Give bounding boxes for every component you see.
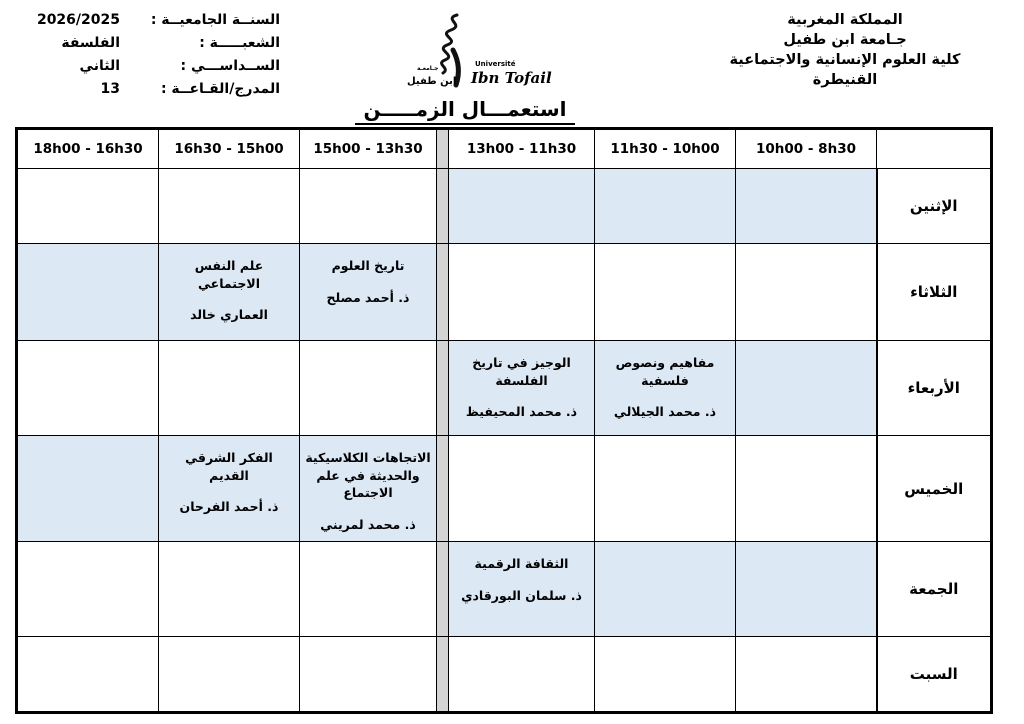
admin-info-block bbox=[28, 12, 280, 104]
slot-cell bbox=[159, 169, 300, 244]
logo-universite-text: Université bbox=[475, 60, 516, 68]
slot-cell bbox=[736, 169, 877, 244]
separator-column-header bbox=[437, 129, 449, 169]
room-value: 13 bbox=[100, 81, 120, 97]
separator-column-cell bbox=[437, 341, 449, 436]
slot-cell bbox=[300, 542, 437, 637]
timetable-row bbox=[17, 341, 992, 436]
time-header-cell: 15h00 - 13h30 bbox=[300, 129, 437, 169]
slot-cell bbox=[595, 436, 736, 542]
teacher-name: ذ. محمد المحيفيظ bbox=[465, 404, 578, 419]
day-cell: الجمعة bbox=[877, 542, 992, 637]
slot-cell bbox=[449, 341, 595, 436]
slot-cell bbox=[736, 637, 877, 713]
teacher-name: ذ. محمد الجيلالي bbox=[613, 404, 717, 419]
timetable-row bbox=[17, 244, 992, 341]
city-line: القنيطرة bbox=[812, 72, 878, 88]
teacher-name: ذ. أحمد مصلح bbox=[326, 289, 410, 305]
semester-value: الثاني bbox=[79, 58, 120, 74]
day-cell: الأربعاء bbox=[877, 341, 992, 436]
slot-cell bbox=[449, 542, 595, 637]
branch-value: الفلسفة bbox=[61, 35, 120, 51]
academic-year-label: السنــة الجامعيــة : bbox=[150, 12, 280, 28]
slot-cell bbox=[17, 436, 159, 542]
time-header-cell: 11h30 - 10h00 bbox=[595, 129, 736, 169]
slot-cell bbox=[159, 436, 300, 542]
day-cell: الإثنين bbox=[877, 169, 992, 244]
slot-cell bbox=[449, 637, 595, 713]
slot-cell bbox=[449, 169, 595, 244]
course-name: الاتجاهات الكلاسيكية والحديثة في علم الاجتماع bbox=[305, 450, 431, 500]
timetable-row bbox=[17, 637, 992, 713]
logo-arabic-small: جـامعـة bbox=[417, 65, 439, 72]
slot-cell bbox=[159, 542, 300, 637]
slot-cell bbox=[449, 244, 595, 341]
kingdom-line: المملكة المغربية bbox=[787, 12, 903, 28]
separator-column-cell bbox=[437, 244, 449, 341]
slot-cell bbox=[300, 637, 437, 713]
time-header-cell: 10h00 - 8h30 bbox=[736, 129, 877, 169]
slot-cell bbox=[736, 542, 877, 637]
course-name: الثقافة الرقمية bbox=[474, 556, 569, 571]
slot-cell bbox=[300, 436, 437, 542]
course-name: علم النفس الاجتماعي bbox=[194, 258, 264, 291]
page-title-text: استعمـــال الزمـــــن bbox=[355, 97, 574, 125]
time-header-row bbox=[17, 129, 992, 169]
separator-column-cell bbox=[437, 436, 449, 542]
slot-cell bbox=[595, 637, 736, 713]
slot-cell bbox=[736, 436, 877, 542]
timetable-grid bbox=[15, 127, 993, 714]
slot-cell bbox=[736, 244, 877, 341]
slot-cell bbox=[17, 542, 159, 637]
course-name: الوجيز في تاريخ الفلسفة bbox=[472, 355, 571, 388]
slot-cell bbox=[17, 169, 159, 244]
slot-cell bbox=[17, 341, 159, 436]
slot-cell bbox=[300, 341, 437, 436]
time-header-cell: 16h30 - 15h00 bbox=[159, 129, 300, 169]
ibn-tofail-logo-icon bbox=[383, 10, 558, 98]
semester-row bbox=[28, 58, 280, 81]
academic-year-row bbox=[28, 12, 280, 35]
teacher-name: العماري خالد bbox=[190, 307, 268, 322]
slot-cell bbox=[17, 637, 159, 713]
semester-label: الســداســـي : bbox=[180, 58, 280, 74]
teacher-name: ذ. أحمد الفرحان bbox=[179, 499, 279, 514]
institution-block bbox=[680, 10, 1010, 90]
slot-cell bbox=[300, 169, 437, 244]
logo-arabic-name: ابن طفيل bbox=[407, 76, 457, 87]
page-title bbox=[340, 97, 590, 125]
day-cell: الثلاثاء bbox=[877, 244, 992, 341]
room-label: المدرج/القـاعــة : bbox=[160, 81, 280, 97]
course-name: تاريخ العلوم bbox=[331, 258, 405, 273]
day-column-header bbox=[877, 129, 992, 169]
slot-cell bbox=[595, 542, 736, 637]
slot-cell bbox=[17, 244, 159, 341]
room-row bbox=[28, 81, 280, 104]
separator-column-cell bbox=[437, 637, 449, 713]
faculty-line: كلية العلوم الإنسانية والاجتماعية bbox=[729, 52, 961, 68]
teacher-name: ذ. محمد لمريني bbox=[320, 516, 416, 532]
time-header-cell: 18h00 - 16h30 bbox=[17, 129, 159, 169]
slot-cell bbox=[736, 341, 877, 436]
logo-ibn-tofail-text: Ibn Tofail bbox=[471, 69, 552, 87]
university-line: جـامعة ابن طفيل bbox=[783, 32, 907, 48]
separator-column-cell bbox=[437, 542, 449, 637]
slot-cell bbox=[159, 244, 300, 341]
teacher-name: ذ. سلمان البورقادي bbox=[461, 587, 582, 603]
day-cell: الخميس bbox=[877, 436, 992, 542]
timetable bbox=[15, 127, 993, 714]
course-name: مفاهيم ونصوص فلسفية bbox=[615, 355, 715, 388]
branch-label: الشعبـــــة : bbox=[199, 35, 280, 51]
slot-cell bbox=[159, 637, 300, 713]
course-name: الفكر الشرقي القديم bbox=[185, 450, 273, 483]
slot-cell bbox=[449, 436, 595, 542]
slot-cell bbox=[300, 244, 437, 341]
timetable-row bbox=[17, 436, 992, 542]
separator-column-cell bbox=[437, 169, 449, 244]
slot-cell bbox=[595, 169, 736, 244]
timetable-row bbox=[17, 542, 992, 637]
day-cell: السبت bbox=[877, 637, 992, 713]
time-header-cell: 13h00 - 11h30 bbox=[449, 129, 595, 169]
slot-cell bbox=[159, 341, 300, 436]
slot-cell bbox=[595, 244, 736, 341]
branch-row bbox=[28, 35, 280, 58]
timetable-row bbox=[17, 169, 992, 244]
slot-cell bbox=[595, 341, 736, 436]
academic-year-value: 2026/2025 bbox=[36, 12, 120, 28]
